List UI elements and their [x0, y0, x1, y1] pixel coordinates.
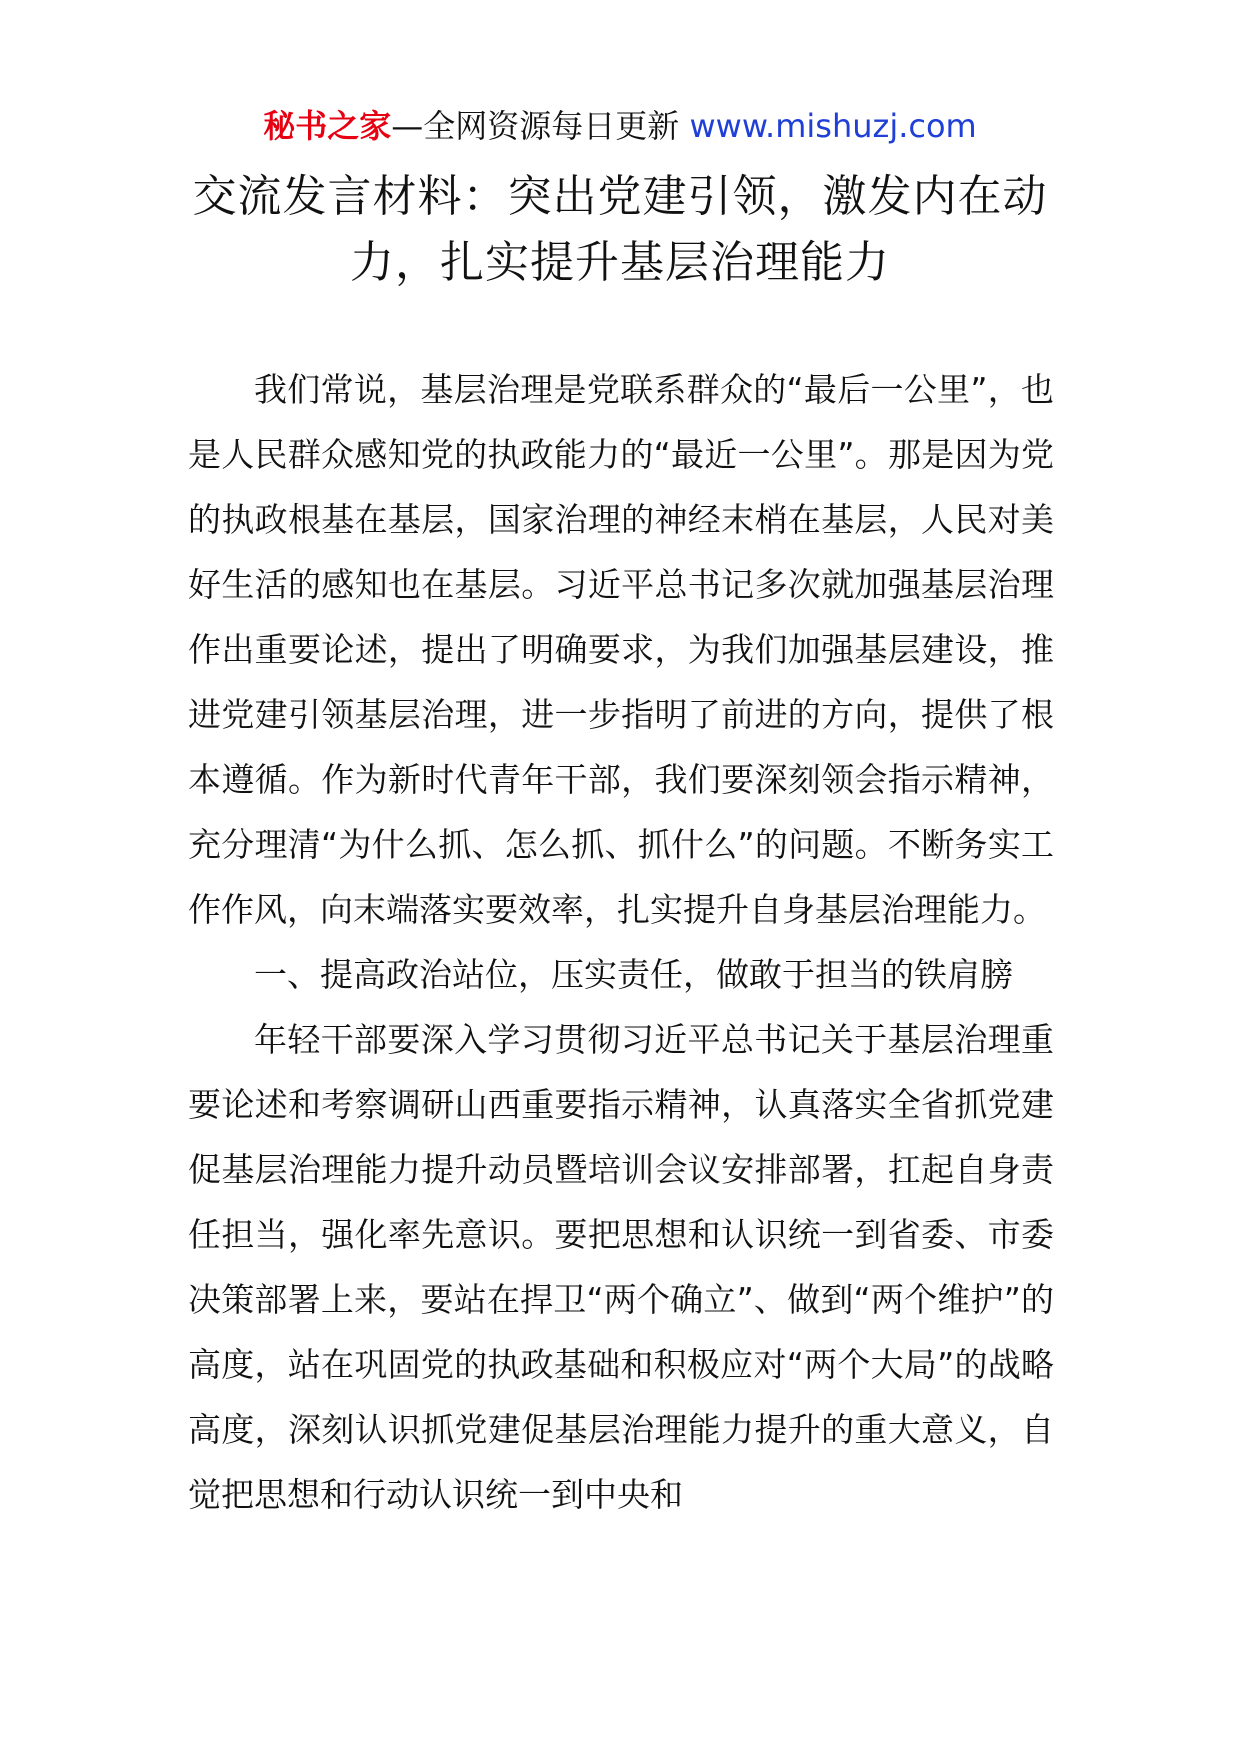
- intro-paragraph: 我们常说，基层治理是党联系群众的“最后一公里”，也是人民群众感知党的执政能力的“最近一公里”。那是因为党的执政根基在基层，国家治理的神经末梢在基层，人民对美好生活的感知也在基层。习近平总书记多次就加强基层治理作出重要论述，提出了明确要求，为我们加强基层建设，推进党建引领基层治理，进一步指明了前进的方向，提供了根本遵循。作为新时代青年干部，我们要深刻领会指示精神，充分理清“为什么抓、怎么抓、抓什么”的问题。不断务实工作作风，向末端落实要效率，扎实提升自身基层治理能力。: [188, 370, 1054, 929]
- site-header-banner: [0, 104, 1240, 148]
- document-body: [188, 357, 1054, 1527]
- site-brand[interactable]: 秘书之家: [263, 107, 392, 145]
- section-heading-1: 一、提高政治站位，压实责任，做敢于担当的铁肩膀: [254, 955, 1013, 994]
- site-slogan: —全网资源每日更新: [391, 107, 680, 145]
- section-1-paragraph: 年轻干部要深入学习贯彻习近平总书记关于基层治理重要论述和考察调研山西重要指示精神，认真落实全省抓党建促基层治理能力提升动员暨培训会议安排部署，扛起自身责任担当，强化率先意识。要把思想和认识统一到省委、市委决策部署上来，要站在捍卫“两个确立”、做到“两个维护”的高度，站在巩固党的执政基础和积极应对“两个大局”的战略高度，深刻认识抓党建促基层治理能力提升的重大意义，自觉把思想和行动认识统一到中央和: [188, 1020, 1054, 1514]
- document-title: 交流发言材料：突出党建引领，激发内在动力，扎实提升基层治理能力: [192, 171, 1048, 288]
- site-url-link[interactable]: www.mishuzj.com: [689, 107, 977, 145]
